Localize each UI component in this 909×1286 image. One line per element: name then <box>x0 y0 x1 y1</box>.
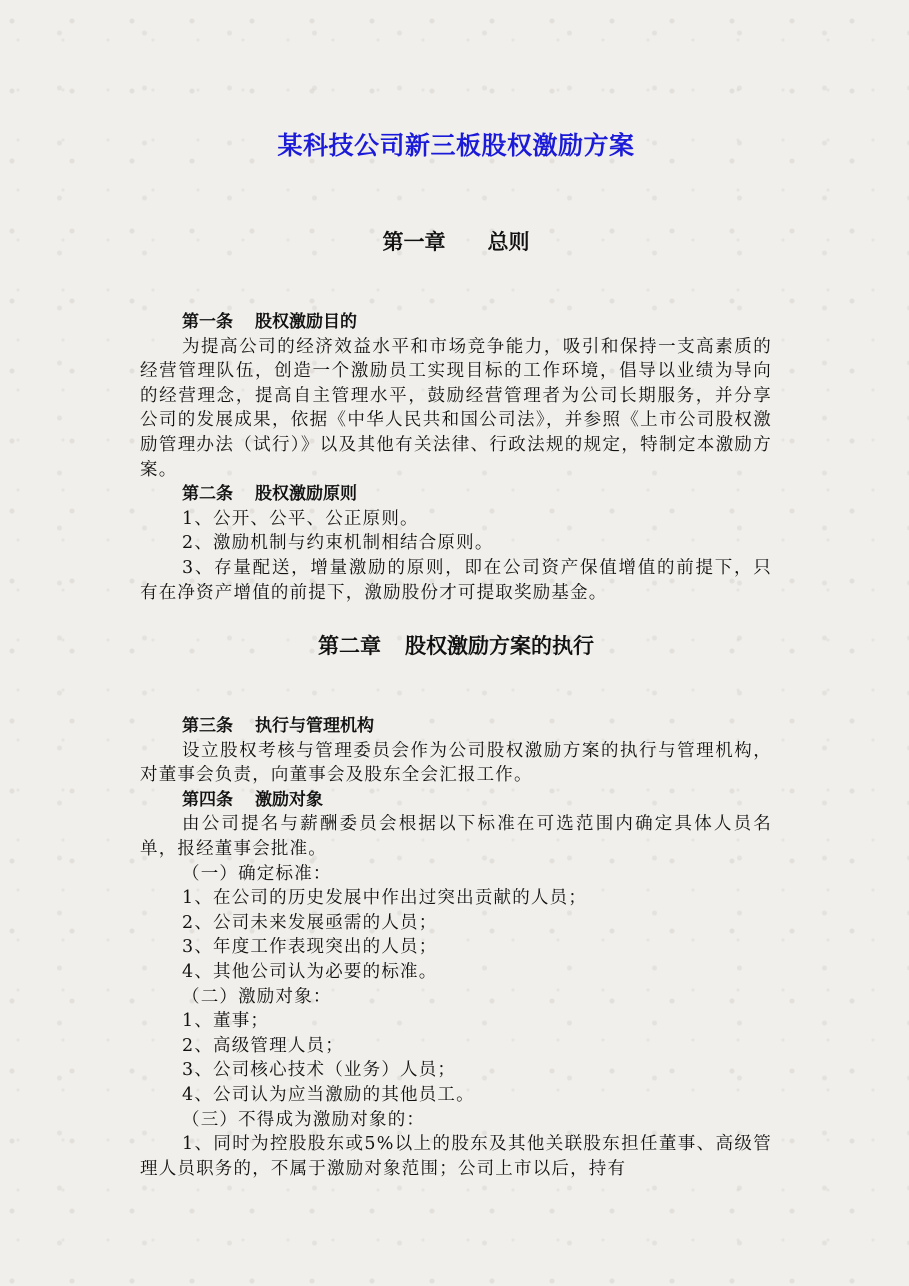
chapter-2-number: 第二章 <box>318 634 381 658</box>
article-4-line: 1、董事； <box>182 1011 270 1032</box>
article-4-line: （二）激励对象： <box>182 986 332 1007</box>
article-4-line: 2、高级管理人员； <box>182 1035 344 1056</box>
chapter-1-body <box>140 310 772 605</box>
article-2-heading: 第二条 股权激励原则 <box>182 484 357 505</box>
article-4-last-paragraph: 1、同时为控股股东或5%以上的股东及其他关联股东担任董事、高级管理人员职务的，不属于激励对象范围；公司上市以后，持有 <box>140 1134 772 1179</box>
article-2-item-3: 3、存量配送，增量激励的原则，即在公司资产保值增值的前提下，只有在净资产增值的前提下，激励股份才可提取奖励基金。 <box>140 557 772 603</box>
article-3-heading: 第三条 执行与管理机构 <box>182 716 374 736</box>
article-1-text: 为提高公司的经济效益水平和市场竞争能力，吸引和保持一支高素质的经营管理队伍，创造一个激励员工实现目标的工作环境，倡导以业绩为导向的经营理念，提高自主管理水平，鼓励经营管理者为公司长期服务，并分享公司的发展成果，依据《中华人民共和国公司法》，并参照《上市公司股权激励管理办法（试行）》以及其他有关法律、行政法规的规定，特制定本激励方案。 <box>140 336 772 480</box>
article-4-line: 2、公司未来发展亟需的人员； <box>182 912 438 933</box>
chapter-2-body <box>140 714 772 1181</box>
article-4-line: 1、在公司的历史发展中作出过突出贡献的人员； <box>182 888 588 909</box>
article-3-text: 设立股权考核与管理委员会作为公司股权激励方案的执行与管理机构，对董事会负责，向董事会及股东全会汇报工作。 <box>140 740 772 786</box>
chapter-2-name: 股权激励方案的执行 <box>405 634 594 658</box>
article-4-heading: 第四条 激励对象 <box>182 789 323 810</box>
document-title: 某科技公司新三板股权激励方案 <box>277 131 635 160</box>
chapter-1-name: 总则 <box>487 230 530 254</box>
article-4-line: 3、年度工作表现突出的人员； <box>182 937 438 958</box>
article-4-text: 由公司提名与薪酬委员会根据以下标准在可选范围内确定具体人员名单，报经董事会批准。 <box>140 814 772 859</box>
article-1-heading: 第一条 股权激励目的 <box>182 312 357 332</box>
article-4-line: （三）不得成为激励对象的： <box>182 1109 426 1130</box>
article-2-item-1: 1、公开、公平、公正原则。 <box>182 508 419 529</box>
article-4-line: 3、公司核心技术（业务）人员； <box>182 1060 457 1081</box>
article-2-item-2: 2、激励机制与约束机制相结合原则。 <box>182 533 494 554</box>
chapter-1-number: 第一章 <box>382 230 446 254</box>
article-4-line: 4、公司认为应当激励的其他员工。 <box>182 1084 475 1105</box>
chapter-2-heading <box>140 630 772 660</box>
chapter-1-heading <box>140 226 772 256</box>
article-4-line: （一）确定标准： <box>182 863 332 884</box>
article-4-line: 4、其他公司认为必要的标准。 <box>182 961 438 982</box>
